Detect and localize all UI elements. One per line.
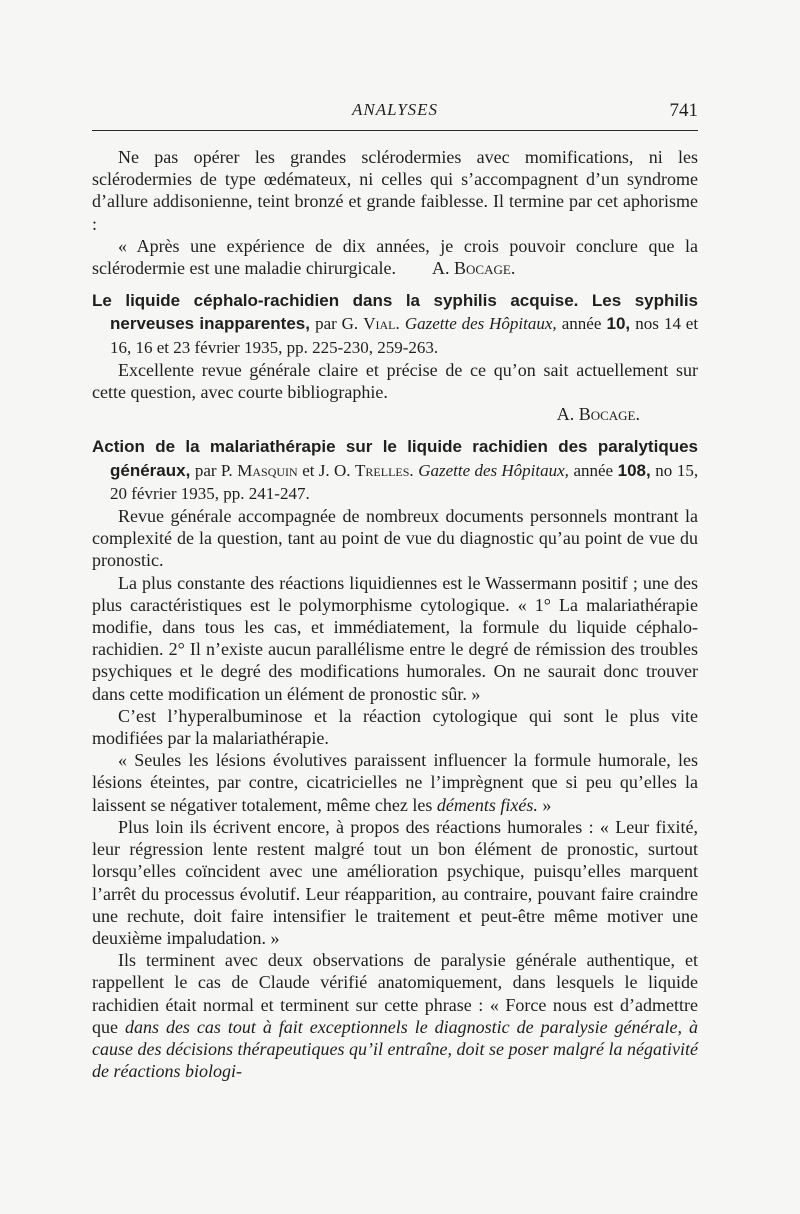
intro-signature-initial: A. [432, 258, 450, 279]
page-number: 741 [669, 100, 698, 121]
entry2-and: et J. O. [302, 460, 351, 480]
entry2-paragraph-4-text: « Seules les lésions évolutives paraissent influencer la formule humorale, les lésions éteintes, par contre, cicatricielles ne l’imprègnent que si peu qu’elles la laissent se négativer totalement, même chez les [92, 750, 698, 815]
entry1-year-label: année [561, 314, 602, 334]
entry2-paragraph-5: Plus loin ils écrivent encore, à propos des réactions humorales : « Leur fixité, leur régression lente restent malgré tout un bon élément de pronostic, surtout lorsqu’elles coïncident avec une amélioration psychique, puisqu’elles marquent l’arrêt du processus évolutif. Leur réapparition, au contraire, pouvant faire craindre une rechute, doit faire intensifier le traitement et peut-être même motiver une deuxième impaludation. » [92, 816, 698, 948]
page-body [92, 146, 698, 1082]
intro-signature-name: Bocage. [454, 258, 516, 279]
entry2-journal: Gazette des Hôpitaux, [418, 460, 569, 480]
entry2-paragraph-2: La plus constante des réactions liquidiennes est le Wassermann positif ; une des plus caractéristiques est le polymorphisme cytologique. « 1° La malariathérapie modifie, dans tous les cas, et immédiatement, la formule du liquide céphalo-rachidien. 2° Il n’existe aucun parallélisme entre le degré de rémission des troubles psychiques et le degré des modifications humorales. On ne saurait donc trouver dans cette modification un élément de pronostic sûr. » [92, 572, 698, 704]
page-header [92, 100, 698, 131]
entry1-signature [92, 403, 698, 425]
entry1-ref: 14 et 16, 16 et 23 février 1935, pp. 225-230, 259-263. [110, 314, 699, 357]
intro-quote-text: « Après une expérience de dix années, je crois pouvoir conclure que la sclérodermie est une maladie chirurgicale. [92, 235, 698, 279]
entry1-signature-initial: A. [556, 404, 575, 425]
entry2-paragraph-6-text: Ils terminent avec deux observations de paralysie générale authentique, et rappellent le cas de Claude vérifié anatomiquement, dans lesquels le liquide rachidien était normal et terminent sur cette phrase : « Force nous est d’admettre que [92, 950, 698, 1037]
entry2-heading [92, 435, 698, 505]
entry2-paragraph-4-end: » [542, 794, 552, 815]
entry1-nos: nos [635, 314, 659, 334]
entry1-signature-name: Bocage. [578, 404, 640, 425]
entry1-title: Le liquide céphalo-rachidien dans la syphilis acquise. Les syphilis nerveuses inapparentes, [92, 291, 698, 334]
entry2-no: no [655, 460, 673, 480]
entry2-paragraph-6 [92, 949, 698, 1082]
entry2-year-num: 108, [617, 460, 651, 480]
entry1-by: par G. [315, 314, 359, 334]
entry2-paragraph-4 [92, 749, 698, 816]
entry2-author2: Trelles. [355, 460, 414, 480]
intro-paragraph: Ne pas opérer les grandes sclérodermies avec momifications, ni les sclérodermies de type œdémateux, ni celles qui s’accompagnent d’un syndrome d’allure addisonienne, teint bronzé et grande faiblesse. Il termine par cet aphorisme : [92, 147, 698, 234]
running-head: ANALYSES [351, 100, 439, 119]
entry2-paragraph-6-italic: dans des cas tout à fait exceptionnels le diagnostic de paralysie générale, à cause des décisions thérapeutiques qu’il entraîne, doit se poser malgré la négativité de réactions biologi- [92, 1016, 698, 1082]
intro-quote [92, 235, 698, 279]
entry2-author1: Masquin [237, 460, 298, 480]
entry2-paragraph-4-italic: déments fixés. [436, 794, 538, 815]
entry2-year-label: année [573, 460, 614, 480]
entry2-ref: 15, 20 février 1935, pp. 241-247. [110, 460, 699, 503]
entry1-year-num: 10, [606, 314, 631, 334]
entry1-author: Vial. [363, 314, 400, 334]
entry2-paragraph-1: Revue générale accompagnée de nombreux documents personnels montrant la complexité de la question, tant au point de vue du diagnostic qu’au point de vue du pronostic. [92, 506, 698, 571]
entry1-heading [92, 289, 698, 359]
entry1-journal: Gazette des Hôpitaux, [404, 314, 557, 334]
entry2-paragraph-3: C’est l’hyperalbuminose et la réaction cytologique qui sont le plus vite modifiées par la malariathérapie. [92, 705, 698, 749]
entry1-text: Excellente revue générale claire et précise de ce qu’on sait actuellement sur cette question, avec courte bibliographie. [92, 359, 698, 403]
entry2-by: par P. [194, 460, 233, 480]
entry2-title: Action de la malariathérapie sur le liquide rachidien des paralytiques généraux, [92, 437, 698, 480]
